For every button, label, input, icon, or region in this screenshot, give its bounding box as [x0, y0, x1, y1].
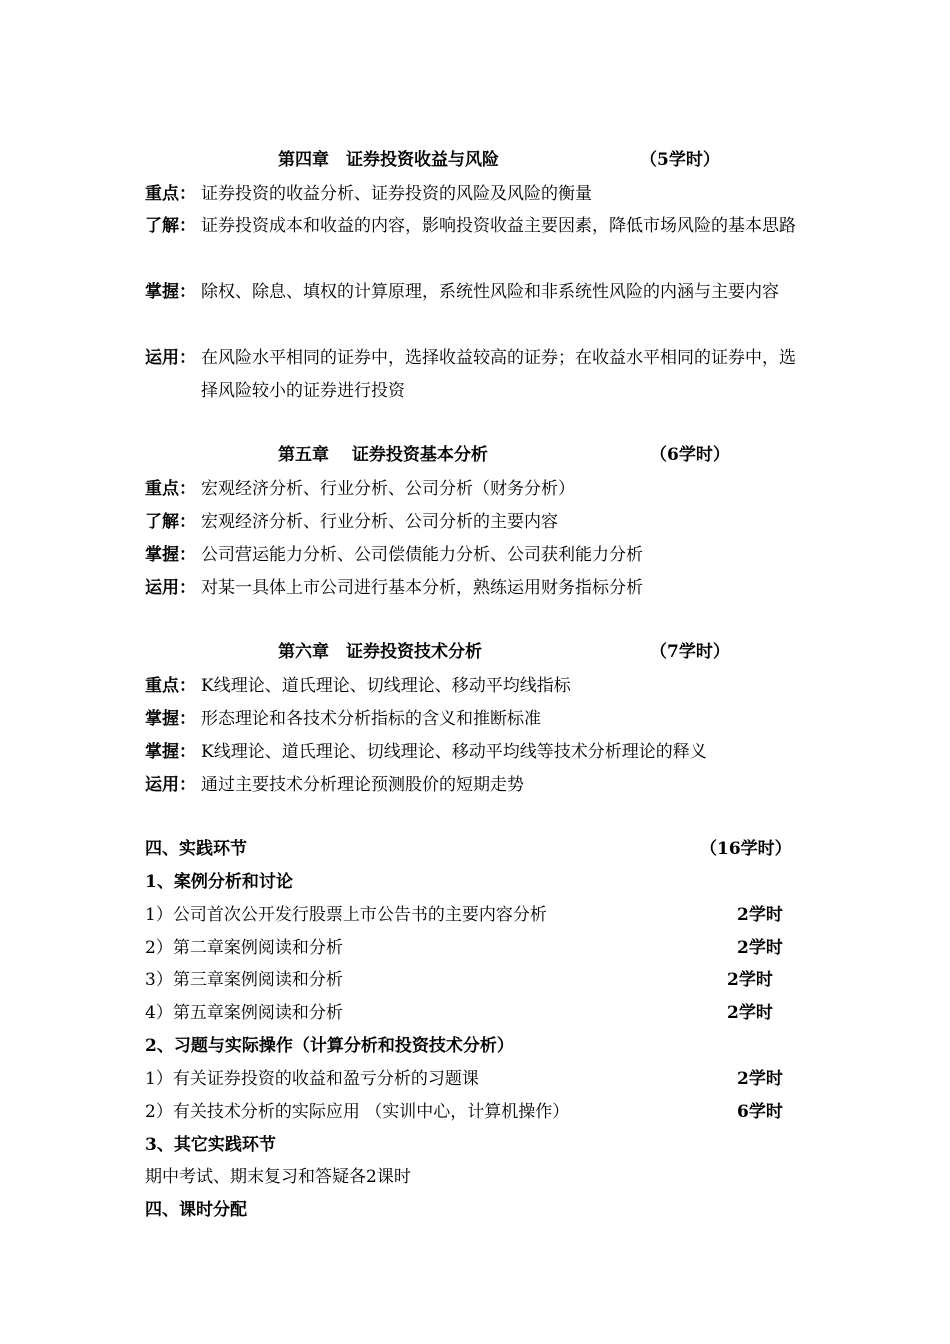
case-item-1: 1）公司首次公开发行股票上市公告书的主要内容分析 [145, 905, 547, 925]
item-label: 运用： [145, 775, 196, 795]
chapter-4-understand [145, 210, 810, 243]
item-label: 重点： [145, 184, 196, 204]
item-label: 运用： [145, 348, 196, 368]
case-item-1-hours: 2学时 [737, 905, 783, 925]
item-label: 掌握： [145, 282, 196, 302]
exercise-item-1-hours: 2学时 [737, 1069, 783, 1089]
chapter-5-apply [145, 572, 815, 605]
item-label: 了解： [145, 512, 196, 532]
exercise-item-2: 2）有关技术分析的实际应用 （实训中心，计算机操作） [145, 1102, 570, 1122]
chapter-5-master [145, 539, 815, 572]
hours-allocation-heading: 四、课时分配 [145, 1200, 247, 1220]
chapter-6-master-1 [145, 703, 815, 736]
item-label: 掌握： [145, 742, 196, 762]
item-text: K线理论、道氏理论、切线理论、移动平均线等技术分析理论的释义 [201, 742, 707, 762]
chapter-6-master-2 [145, 736, 815, 769]
chapter-4-master [145, 276, 810, 309]
item-text: 宏观经济分析、行业分析、公司分析（财务分析） [201, 479, 575, 499]
practice-hours: （16学时） [700, 839, 792, 859]
item-label: 运用： [145, 578, 196, 598]
chapter-5-key-point [145, 473, 815, 506]
item-label: 了解： [145, 216, 196, 236]
case-item-4-hours: 2学时 [727, 1003, 773, 1023]
chapter-5-understand [145, 506, 815, 539]
chapter-4-apply [145, 342, 810, 408]
chapter-6-key-point [145, 670, 815, 703]
item-text: 对某一具体上市公司进行基本分析，熟练运用财务指标分析 [201, 578, 643, 598]
item-text: 形态理论和各技术分析指标的含义和推断标准 [201, 709, 541, 729]
chapter-5-title: 第五章 证券投资基本分析 [278, 445, 488, 465]
item-text: 宏观经济分析、行业分析、公司分析的主要内容 [201, 512, 558, 532]
other-practice-text: 期中考试、期末复习和答疑各2课时 [145, 1167, 411, 1187]
case-item-2-hours: 2学时 [737, 938, 783, 958]
chapter-4-key-point [145, 178, 815, 211]
item-text: 证券投资的收益分析、证券投资的风险及风险的衡量 [201, 184, 592, 204]
item-text: 在风险水平相同的证券中，选择收益较高的证券；在收益水平相同的证券中，选择风险较小的证券进行投资 [201, 348, 796, 401]
case-item-2: 2）第二章案例阅读和分析 [145, 938, 343, 958]
item-text: 除权、除息、填权的计算原理，系统性风险和非系统性风险的内涵与主要内容 [201, 282, 779, 302]
case-item-3-hours: 2学时 [727, 970, 773, 990]
item-label: 重点： [145, 479, 196, 499]
chapter-4-title: 第四章 证券投资收益与风险 [278, 150, 499, 170]
chapter-6-hours: （7学时） [650, 642, 730, 662]
item-text: K线理论、道氏理论、切线理论、移动平均线指标 [201, 676, 571, 696]
chapter-6-apply [145, 769, 815, 802]
case-item-4: 4）第五章案例阅读和分析 [145, 1003, 343, 1023]
exercise-heading: 2、习题与实际操作（计算分析和投资技术分析） [145, 1036, 514, 1056]
exercise-item-1: 1）有关证券投资的收益和盈亏分析的习题课 [145, 1069, 479, 1089]
exercise-item-2-hours: 6学时 [737, 1102, 783, 1122]
chapter-6-title: 第六章 证券投资技术分析 [278, 642, 482, 662]
item-label: 掌握： [145, 709, 196, 729]
case-analysis-heading: 1、案例分析和讨论 [145, 872, 293, 892]
item-text: 证券投资成本和收益的内容，影响投资收益主要因素，降低市场风险的基本思路 [201, 216, 796, 236]
item-text: 通过主要技术分析理论预测股价的短期走势 [201, 775, 524, 795]
practice-heading: 四、实践环节 [145, 839, 247, 859]
chapter-5-hours: （6学时） [650, 445, 730, 465]
other-practice-heading: 3、其它实践环节 [145, 1135, 276, 1155]
chapter-4-hours: （5学时） [640, 150, 720, 170]
case-item-3: 3）第三章案例阅读和分析 [145, 970, 343, 990]
item-text: 公司营运能力分析、公司偿债能力分析、公司获利能力分析 [201, 545, 643, 565]
item-label: 重点： [145, 676, 196, 696]
item-label: 掌握： [145, 545, 196, 565]
